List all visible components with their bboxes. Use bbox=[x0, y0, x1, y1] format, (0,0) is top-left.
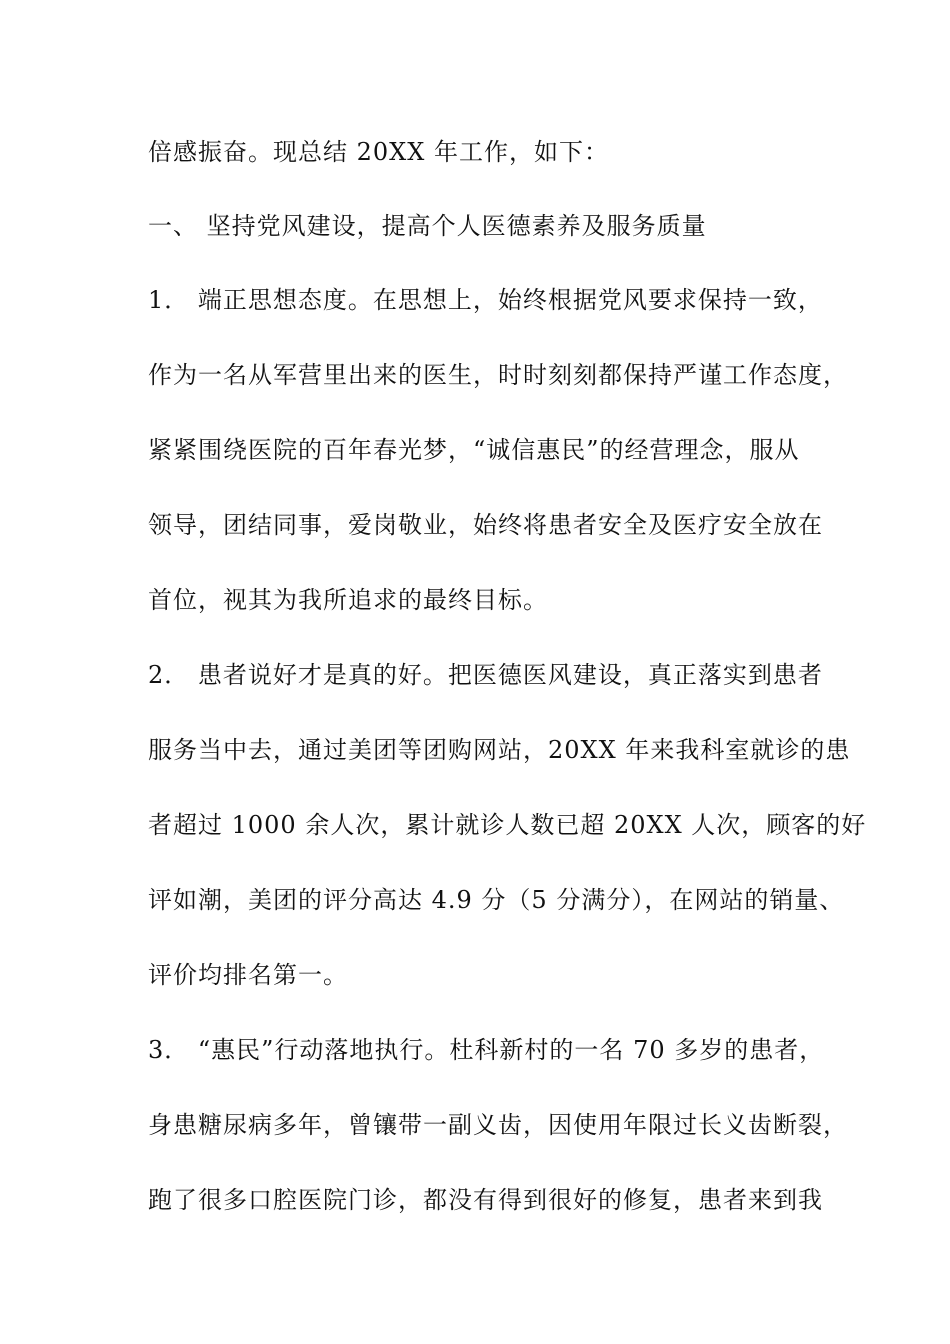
item-3-line-3: 跑了很多口腔医院门诊，都没有得到很好的修复，患者来到我 bbox=[148, 1186, 823, 1214]
item-2-line-4: 评如潮，美团的评分高达 4.9 分（5 分满分），在网站的销量、 bbox=[148, 886, 845, 914]
item-1-line-4: 领导，团结同事，爱岗敬业，始终将患者安全及医疗安全放在 bbox=[148, 511, 823, 539]
item-2-line-5: 评价均排名第一。 bbox=[148, 961, 348, 989]
item-2-line-2: 服务当中去，通过美团等团购网站，20XX 年来我科室就诊的患 bbox=[148, 736, 851, 764]
item-2-line-1: 2． 患者说好才是真的好。把医德医风建设，真正落实到患者 bbox=[148, 661, 823, 689]
item-1-line-3: 紧紧围绕医院的百年春光梦，“诚信惠民”的经营理念，服从 bbox=[148, 436, 800, 464]
section-heading-1: 一、 坚持党风建设，提高个人医德素养及服务质量 bbox=[148, 212, 707, 240]
item-3-line-1: 3． “惠民”行动落地执行。杜科新村的一名 70 多岁的患者， bbox=[148, 1036, 825, 1064]
item-1-line-2: 作为一名从军营里出来的医生，时时刻刻都保持严谨工作态度， bbox=[148, 361, 848, 389]
paragraph-intro-line: 倍感振奋。现总结 20XX 年工作，如下： bbox=[148, 138, 609, 166]
item-2-line-3: 者超过 1000 余人次，累计就诊人数已超 20XX 人次，顾客的好 bbox=[148, 811, 867, 839]
item-3-line-2: 身患糖尿病多年，曾镶带一副义齿，因使用年限过长义齿断裂， bbox=[148, 1111, 848, 1139]
item-1-line-1: 1． 端正思想态度。在思想上，始终根据党风要求保持一致， bbox=[148, 286, 823, 314]
item-1-line-5: 首位，视其为我所追求的最终目标。 bbox=[148, 586, 548, 614]
